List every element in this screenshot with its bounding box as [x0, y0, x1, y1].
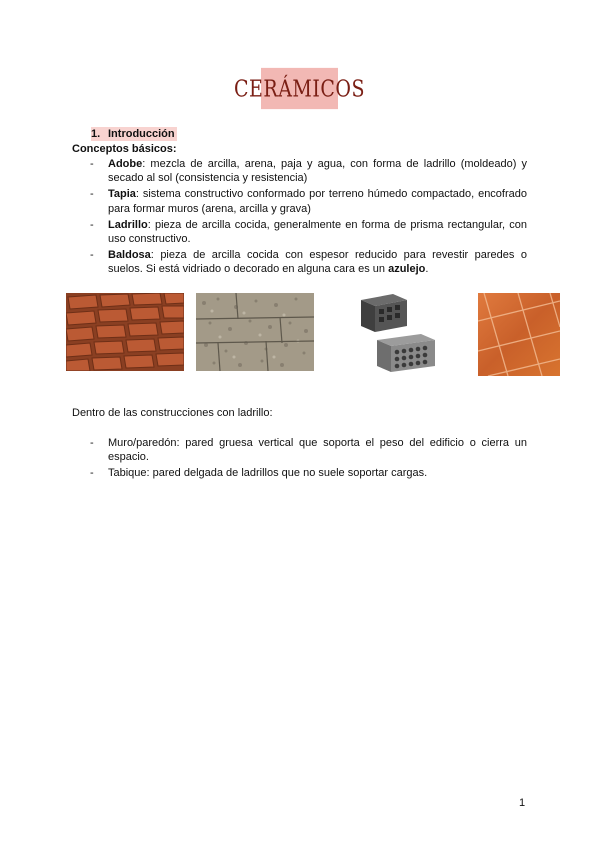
concept-term: Ladrillo: [108, 218, 148, 231]
concept-emphasis: azulejo: [388, 263, 426, 276]
concepts-list: [72, 157, 527, 279]
concept-term: Baldosa: [108, 249, 151, 262]
tapia-wall-image: [196, 293, 314, 371]
concept-text: : sistema constructivo conformado por terreno húmedo compactado, encofrado para formar muros (arena, arcilla y grava): [108, 188, 527, 215]
concepts-subheading: Conceptos básicos:: [72, 143, 177, 155]
section-number: 1.: [91, 128, 101, 140]
hollow-bricks-image: [357, 290, 439, 375]
floor-tiles-photo: [478, 293, 560, 376]
floor-tiles-image: [478, 293, 560, 376]
concept-tail: .: [425, 263, 429, 276]
section-heading: [91, 127, 177, 141]
page-number: 1: [519, 797, 526, 809]
concept-text: : pieza de arcilla cocida, generalmente en forma de prisma rectangular, con uso constructivo.: [108, 218, 527, 246]
concept-term: Tapia: [108, 188, 136, 201]
concept-baldosa: [72, 248, 527, 276]
bullet-dash: -: [90, 249, 94, 262]
section-label: Introducción: [108, 128, 175, 140]
concept-adobe: [72, 157, 527, 185]
construction-text: Tabique: pared delgada de ladrillos que no suele soportar cargas.: [108, 467, 428, 480]
construction-item: [72, 466, 527, 480]
bullet-dash: -: [90, 467, 94, 480]
concept-text: : pieza de arcilla cocida con espesor reducido para revestir paredes o suelos. Si está vidriado o decorado en alguna cara es un: [108, 249, 527, 276]
bullet-dash: -: [90, 218, 94, 231]
concept-text: : mezcla de arcilla, arena, paja y agua, con forma de ladrillo (moldeado) y secado al sol (consistencia y resistencia): [108, 158, 527, 185]
adobe-bricks-photo: [66, 293, 184, 371]
tapia-wall-photo: [196, 293, 314, 371]
constructions-list: [72, 436, 527, 483]
adobe-bricks-image: [66, 293, 184, 371]
page-title: CERÁMICOS: [261, 68, 338, 109]
hollow-bricks-photo: [357, 290, 439, 375]
construction-text: Muro/paredón: pared gruesa vertical que soporta el peso del edificio o cierra un espacio.: [108, 437, 527, 464]
concept-term: Adobe: [108, 158, 143, 170]
concept-tapia: [72, 187, 527, 215]
bullet-dash: -: [90, 437, 94, 449]
construction-item: [72, 436, 527, 464]
bullet-dash: -: [90, 188, 94, 201]
constructions-intro: Dentro de las construcciones con ladrillo:: [72, 407, 273, 419]
concept-ladrillo: [72, 218, 527, 246]
bullet-dash: -: [90, 158, 94, 170]
